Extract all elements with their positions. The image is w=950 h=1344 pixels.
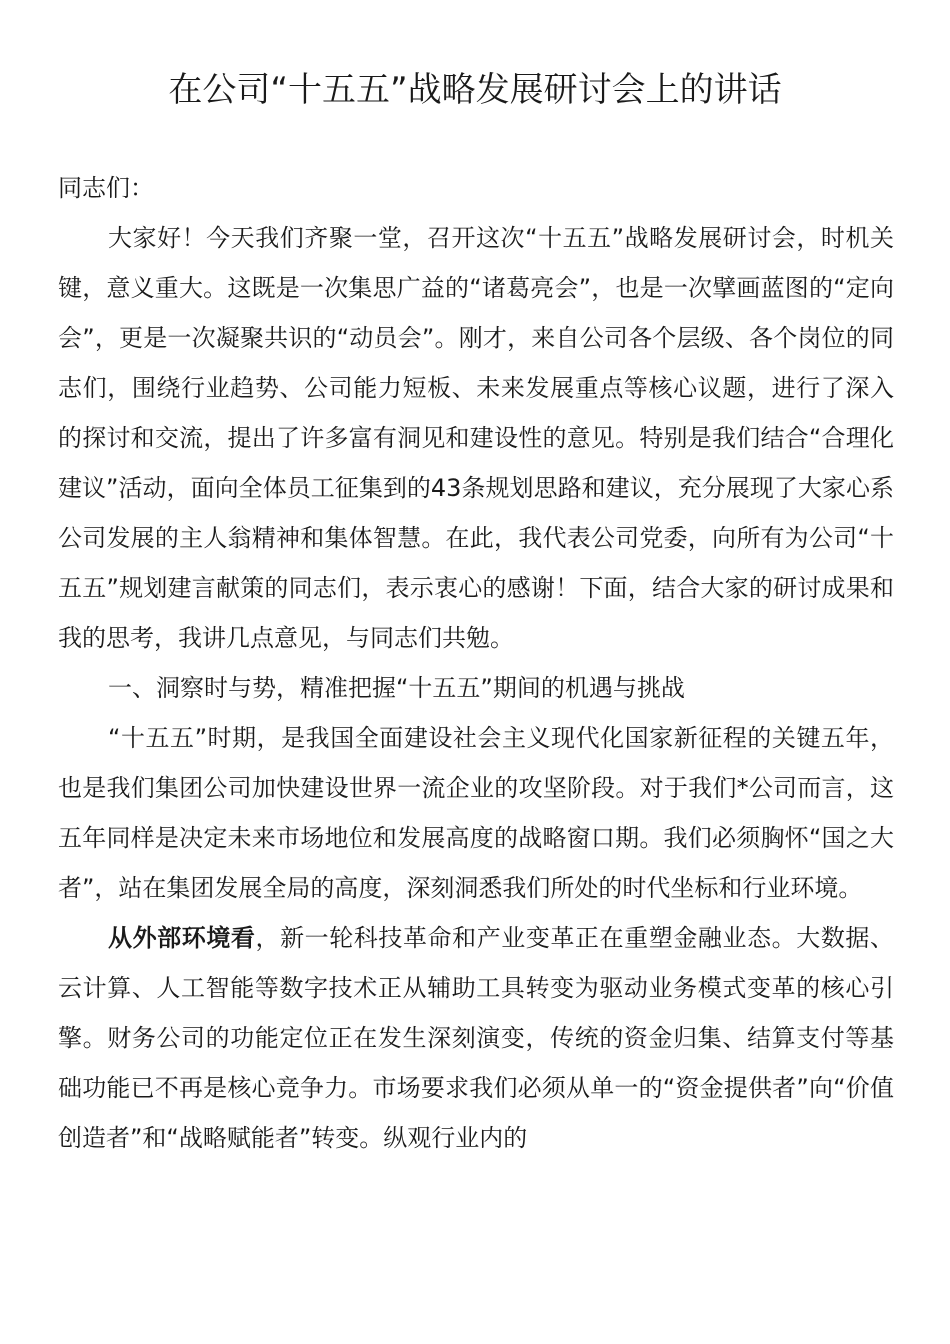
document-body — [58, 163, 894, 1163]
section-heading-1: 一、洞察时与势，精准把握“十五五”期间的机遇与挑战 — [108, 674, 685, 702]
paragraph-lead-bold: 从外部环境看 — [108, 924, 256, 952]
salutation: 同志们： — [58, 174, 154, 202]
paragraph-opening: 大家好！今天我们齐聚一堂，召开这次“十五五”战略发展研讨会，时机关键，意义重大。这既是一次集思广益的“诸葛亮会”，也是一次擘画蓝图的“定向会”，更是一次凝聚共识的“动员会”。刚才，来自公司各个层级、各个岗位的同志们，围绕行业趋势、公司能力短板、未来发展重点等核心议题，进行了深入的探讨和交流，提出了许多富有洞见和建设性的意见。特别是我们结合“合理化建议”活动，面向全体员工征集到的43条规划思路和建议，充分展现了大家心系公司发展的主人翁精神和集体智慧。在此，我代表公司党委，向所有为公司“十五五”规划建言献策的同志们，表示衷心的感谢！下面，结合大家的研讨成果和我的思考，我讲几点意见，与同志们共勉。 — [58, 224, 894, 652]
document-title: 在公司“十五五”战略发展研讨会上的讲话 — [168, 70, 782, 110]
paragraph-external-environment — [58, 913, 894, 1163]
paragraph-period-overview: “十五五”时期，是我国全面建设社会主义现代化国家新征程的关键五年，也是我们集团公司加快建设世界一流企业的攻坚阶段。对于我们*公司而言，这五年同样是决定未来市场地位和发展高度的战略窗口期。我们必须胸怀“国之大者”，站在集团发展全局的高度，深刻洞悉我们所处的时代坐标和行业环境。 — [58, 724, 894, 902]
paragraph-body-text: ，新一轮科技革命和产业变革正在重塑金融业态。大数据、云计算、人工智能等数字技术正从辅助工具转变为驱动业务模式变革的核心引擎。财务公司的功能定位正在发生深刻演变，传统的资金归集、结算支付等基础功能已不再是核心竞争力。市场要求我们必须从单一的“资金提供者”向“价值创造者”和“战略赋能者”转变。纵观行业内的 — [58, 924, 894, 1152]
